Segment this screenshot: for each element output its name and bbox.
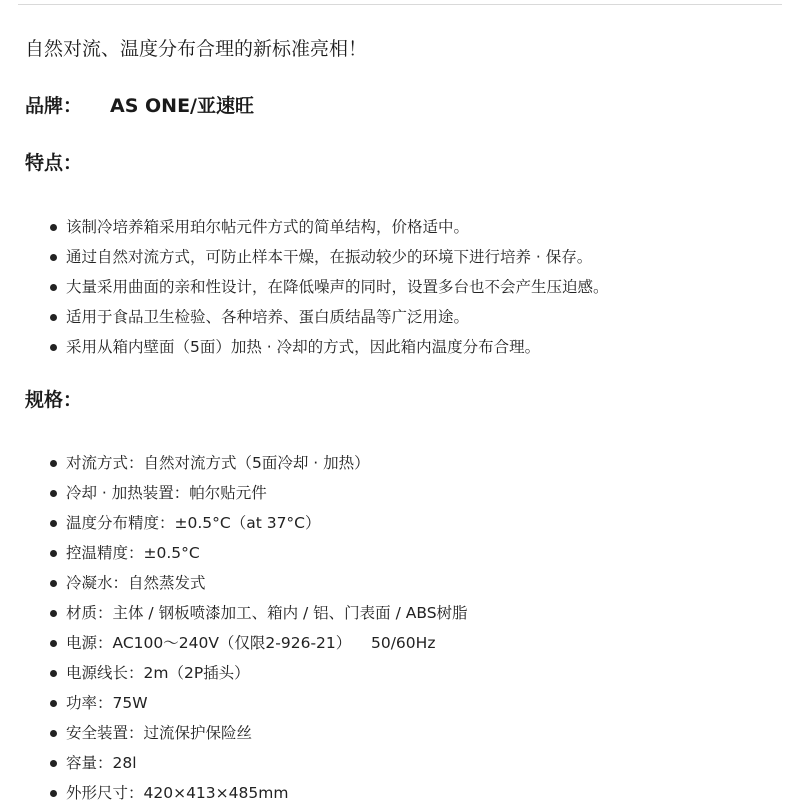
spec-item	[48, 538, 468, 568]
feature-item	[48, 242, 609, 272]
spec-item	[48, 508, 468, 538]
spec-item	[48, 778, 468, 808]
spec-item	[48, 568, 468, 598]
bullet-icon	[50, 610, 57, 617]
spec-text: 功率：75W	[66, 694, 148, 712]
intro-text: 自然对流、温度分布合理的新标准亮相！	[25, 38, 368, 60]
bullet-icon	[50, 490, 57, 497]
spec-item	[48, 688, 468, 718]
specs-heading: 规格：	[25, 389, 83, 411]
feature-item	[48, 212, 609, 242]
bullet-icon	[50, 670, 57, 677]
specs-list	[48, 448, 468, 808]
bullet-icon	[50, 314, 57, 321]
spec-text: 冷却 · 加热装置：帕尔贴元件	[66, 484, 267, 502]
bullet-icon	[50, 344, 57, 351]
feature-item	[48, 302, 609, 332]
bullet-icon	[50, 460, 57, 467]
feature-text: 通过自然对流方式，可防止样本干燥，在振动较少的环境下进行培养 · 保存。	[66, 248, 593, 266]
spec-item	[48, 748, 468, 778]
feature-text: 该制冷培养箱采用珀尔帖元件方式的简单结构，价格适中。	[66, 218, 470, 236]
bullet-icon	[50, 640, 57, 647]
spec-item	[48, 628, 468, 658]
spec-text: 材质：主体 / 钢板喷漆加工、箱内 / 铝、门表面 / ABS树脂	[66, 604, 468, 622]
bullet-icon	[50, 790, 57, 797]
top-divider	[18, 4, 782, 5]
spec-text: 电源线长：2m（2P插头）	[66, 664, 250, 682]
feature-text: 大量采用曲面的亲和性设计，在降低噪声的同时，设置多台也不会产生压迫感。	[66, 278, 609, 296]
features-list	[48, 212, 609, 362]
bullet-icon	[50, 520, 57, 527]
spec-item	[48, 718, 468, 748]
bullet-icon	[50, 550, 57, 557]
spec-text: 温度分布精度：±0.5°C（at 37°C）	[66, 514, 321, 532]
spec-text: 冷凝水：自然蒸发式	[66, 574, 206, 592]
feature-item	[48, 272, 609, 302]
feature-item	[48, 332, 609, 362]
spec-item	[48, 658, 468, 688]
spec-item	[48, 448, 468, 478]
bullet-icon	[50, 254, 57, 261]
bullet-icon	[50, 224, 57, 231]
bullet-icon	[50, 730, 57, 737]
spec-item	[48, 478, 468, 508]
spec-text: 容量：28l	[66, 754, 137, 772]
spec-item	[48, 598, 468, 628]
brand-label: 品牌：	[25, 95, 83, 117]
bullet-icon	[50, 580, 57, 587]
spec-text: 控温精度：±0.5°C	[66, 544, 200, 562]
bullet-icon	[50, 760, 57, 767]
spec-text: 安全装置：过流保护保险丝	[66, 724, 253, 742]
bullet-icon	[50, 700, 57, 707]
feature-text: 适用于食品卫生检验、各种培养、蛋白质结晶等广泛用途。	[66, 308, 470, 326]
brand-value: AS ONE/亚速旺	[110, 95, 254, 117]
bullet-icon	[50, 284, 57, 291]
brand-line	[25, 93, 254, 119]
spec-text: 电源：AC100～240V（仅限2-926-21） 50/60Hz	[66, 634, 436, 652]
feature-text: 采用从箱内壁面（5面）加热 · 冷却的方式，因此箱内温度分布合理。	[66, 338, 541, 356]
features-heading: 特点：	[25, 152, 83, 174]
spec-text: 对流方式：自然对流方式（5面冷却 · 加热）	[66, 454, 370, 472]
spec-text: 外形尺寸：420×413×485mm	[66, 784, 289, 802]
